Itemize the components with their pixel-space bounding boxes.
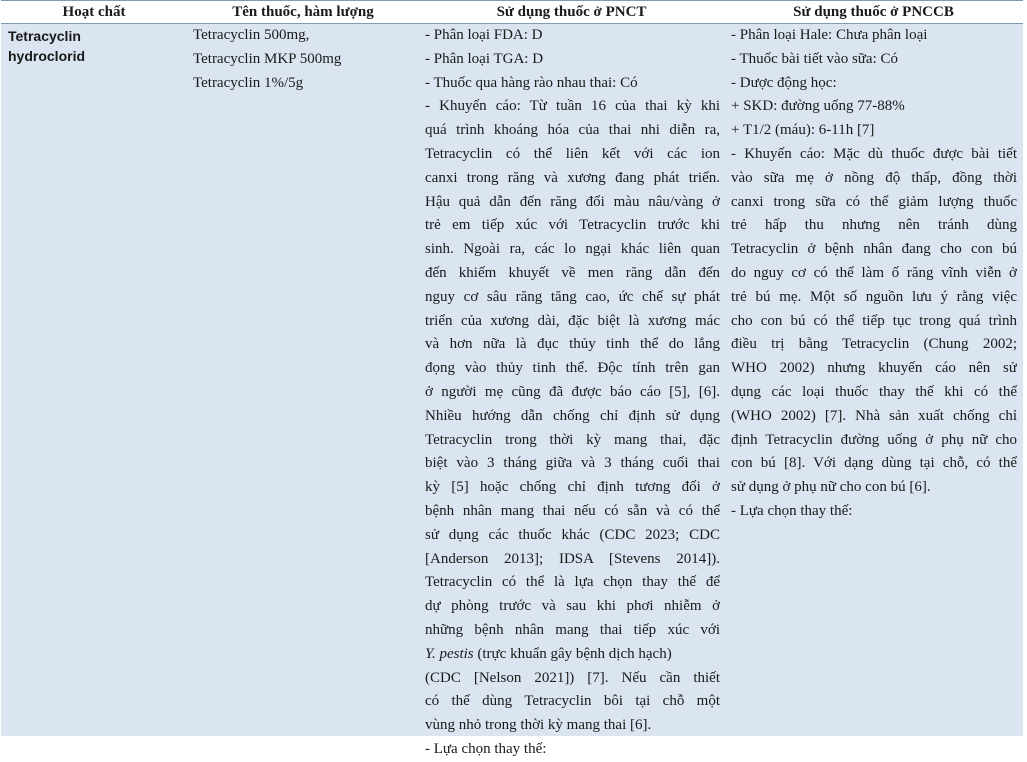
pregnancy-text-line: - Lựa chọn thay thế: bbox=[425, 740, 547, 757]
active-ingredient-line: Tetracyclin bbox=[8, 28, 81, 44]
drug-name-line: Tetracyclin MKP 500mg bbox=[193, 50, 342, 67]
lactation-text-line: con bú [8]. Với dạng dùng tại chỗ, có thể bbox=[731, 455, 1017, 472]
lactation-text-line: - Lựa chọn thay thế: bbox=[731, 502, 853, 519]
pregnancy-text-line bbox=[425, 643, 720, 667]
pregnancy-text-line: ở người mẹ cũng đã được báo cáo [5], [6]. bbox=[425, 383, 720, 400]
lactation-text-line: - Khuyến cáo: Mặc dù thuốc được bài tiết bbox=[731, 145, 1017, 162]
pregnancy-text-line: đến khiếm khuyết về men răng dẫn đến bbox=[425, 264, 720, 281]
pregnancy-text-line: quá trình khoáng hóa của thai nhi diễn ra, bbox=[425, 122, 720, 139]
pregnancy-text-fragment: (trực khuẩn gây bệnh dịch hạch) bbox=[477, 645, 672, 662]
pregnancy-text-line: bệnh nhân mang thai nếu có sẵn và có thể bbox=[425, 502, 720, 519]
header-active-ingredient: Hoạt chất bbox=[62, 4, 126, 20]
table-header-row bbox=[1, 0, 1023, 24]
pregnancy-text-line: Nhiều hướng dẫn chống chỉ định sử dụng bbox=[425, 407, 720, 424]
lactation-text-line: trẻ hấp thu nhưng nên tránh dùng bbox=[731, 217, 1017, 234]
pregnancy-text-line: - Thuốc qua hàng rào nhau thai: Có bbox=[425, 74, 638, 91]
pregnancy-text-line: sinh. Ngoài ra, các lo ngại khác liên quan bbox=[425, 241, 720, 258]
lactation-text-line: - Phân loại Hale: Chưa phân loại bbox=[731, 27, 928, 43]
lactation-text-line: WHO 2002) nhưng khuyến cáo nên sử bbox=[731, 360, 1017, 377]
pregnancy-text-line: và hơn nữa là đục thủy tinh thể do lắng bbox=[425, 336, 720, 353]
lactation-text-line: cho con bú có thể tiếp tục trong quá trình bbox=[731, 312, 1017, 329]
pregnancy-text-line: [Anderson 2013]; IDSA [Stevens 2014]). bbox=[425, 550, 720, 567]
lactation-text-line: định Tetracyclin đường uống ở phụ nữ cho bbox=[731, 431, 1017, 448]
header-pregnancy-use: Sử dụng thuốc ở PNCT bbox=[496, 4, 647, 20]
pregnancy-text-line: trẻ em tiếp xúc với Tetracyclin trước khi bbox=[425, 217, 720, 234]
lactation-text-line: + SKD: đường uống 77-88% bbox=[731, 98, 905, 115]
pregnancy-text-line: - Phân loại TGA: D bbox=[425, 50, 544, 67]
table-row bbox=[1, 24, 1023, 757]
lactation-text-line: trẻ bú mẹ. Một số nguồn lưu ý rằng việc bbox=[731, 288, 1017, 305]
pregnancy-text-line: (CDC [Nelson 2021]) [7]. Nếu cần thiết bbox=[425, 669, 720, 686]
pregnancy-text-line: canxi trong răng và xương đang phát triển. bbox=[425, 169, 720, 186]
header-lactation-use: Sử dụng thuốc ở PNCCB bbox=[793, 4, 954, 20]
active-ingredient-line: hydroclorid bbox=[8, 48, 86, 64]
lactation-text-line: - Thuốc bài tiết vào sữa: Có bbox=[731, 50, 898, 67]
lactation-text-line: sử dụng ở phụ nữ cho con bú [6]. bbox=[731, 479, 931, 496]
lactation-text-line: - Dược động học: bbox=[731, 74, 837, 91]
pregnancy-text-line: những bệnh nhân mang thai tiếp xúc với bbox=[425, 621, 720, 638]
pregnancy-text-line: đọng vào thủy tinh thể. Độc tính trên gan bbox=[425, 360, 720, 377]
cell-pregnancy-use bbox=[419, 24, 724, 757]
pregnancy-text-line: Tetracyclin có thể liên kết với các ion bbox=[425, 145, 720, 162]
cell-active-ingredient bbox=[1, 24, 187, 660]
drug-name-line: Tetracyclin 500mg, bbox=[193, 27, 310, 43]
pregnancy-text-line: nguy cơ sâu răng tăng cao, ức chế sự phát bbox=[425, 288, 720, 305]
pregnancy-text-line: biệt vào 3 tháng giữa và 3 tháng cuối thai bbox=[425, 455, 720, 472]
lactation-text-line: canxi trong sữa có thể giảm lượng thuốc bbox=[731, 193, 1017, 210]
pregnancy-text-line: sử dụng các thuốc khác (CDC 2023; CDC bbox=[425, 526, 720, 543]
lactation-text-line: + T1/2 (máu): 6-11h [7] bbox=[731, 122, 875, 139]
header-drug-name: Tên thuốc, hàm lượng bbox=[232, 4, 374, 20]
cell-drug-names bbox=[187, 24, 419, 660]
pregnancy-text-line: vùng nhỏ trong thời kỳ mang thai [6]. bbox=[425, 717, 652, 734]
pregnancy-text-line: có thể dùng Tetracyclin bôi tại chỗ một bbox=[425, 693, 720, 710]
pregnancy-text-line: triển của xương dài, đặc biệt là xương mác bbox=[425, 312, 720, 329]
pregnancy-text-line: - Phân loại FDA: D bbox=[425, 27, 543, 43]
lactation-text-line: điều trị bằng Tetracyclin (Chung 2002; bbox=[731, 336, 1017, 353]
lactation-text-line: (WHO 2002) [7]. Nhà sản xuất chống chỉ bbox=[731, 407, 1017, 424]
cell-lactation-use bbox=[724, 24, 1023, 660]
pregnancy-text-line: Tetracyclin trong thời kỳ mang thai, đặc bbox=[425, 431, 720, 448]
pregnancy-text-line: Tetracyclin có thể là lựa chọn thay thế để bbox=[425, 574, 720, 591]
organism-name: Y. pestis bbox=[425, 645, 474, 662]
lactation-text-line: Tetracyclin ở bệnh nhân đang cho con bú bbox=[731, 241, 1017, 258]
pregnancy-text-line: - Khuyến cáo: Từ tuần 16 của thai kỳ khi bbox=[425, 98, 720, 115]
pregnancy-text-line: Hậu quả dẫn đến răng đổi màu nâu/vàng ở bbox=[425, 193, 720, 210]
pregnancy-text-line: dự phòng trước và sau khi phơi nhiễm ở bbox=[425, 598, 720, 615]
drug-name-line: Tetracyclin 1%/5g bbox=[193, 74, 304, 91]
lactation-text-line: dụng các loại thuốc thay thế khi có thể bbox=[731, 383, 1017, 400]
lactation-text-line: vào sữa mẹ ở nồng độ thấp, đồng thời bbox=[731, 169, 1017, 186]
lactation-text-line: do nguy cơ có thể làm ố răng vĩnh viễn ở bbox=[731, 264, 1017, 281]
pregnancy-text-line: kỳ [5] hoặc chống chỉ định tương đối ở bbox=[425, 479, 720, 496]
